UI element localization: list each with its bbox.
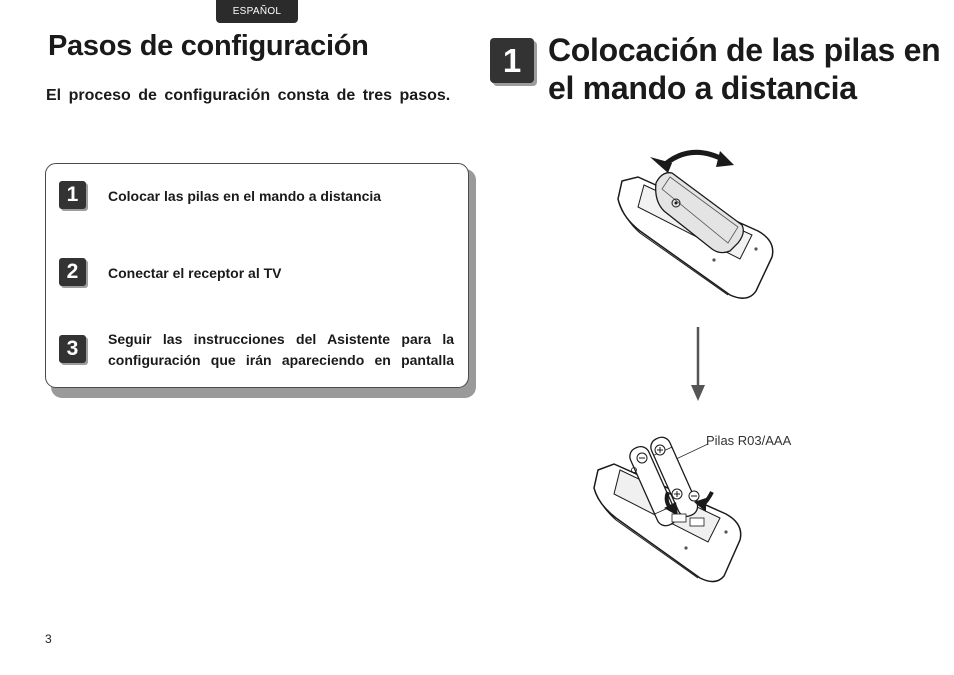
step-2-text: Conectar el receptor al TV bbox=[108, 265, 282, 281]
page-title: Pasos de configuración bbox=[48, 30, 369, 62]
step-3-text: Seguir las instrucciones del Asistente para la configuración que irán apareciendo en pantalla bbox=[108, 331, 454, 368]
remote-cover-open-illustration bbox=[610, 145, 790, 305]
page-number: 3 bbox=[45, 632, 52, 646]
step-3-badge: 3 bbox=[59, 335, 86, 363]
step-1-badge: 1 bbox=[59, 181, 86, 209]
step-1-text: Colocar las pilas en el mando a distancia bbox=[108, 188, 382, 204]
steps-box bbox=[45, 163, 469, 388]
section-step-badge: 1 bbox=[490, 38, 534, 83]
battery-label: Pilas R03/AAA bbox=[706, 433, 792, 448]
step-2-badge: 2 bbox=[59, 258, 86, 286]
remote-batteries-illustration bbox=[590, 436, 760, 588]
intro-text: El proceso de configuración consta de tres pasos. bbox=[46, 87, 451, 104]
section-title: Colocación de las pilas en el mando a distancia bbox=[548, 32, 941, 106]
language-tab: ESPAÑOL bbox=[216, 0, 298, 23]
down-arrow-icon bbox=[688, 325, 708, 405]
